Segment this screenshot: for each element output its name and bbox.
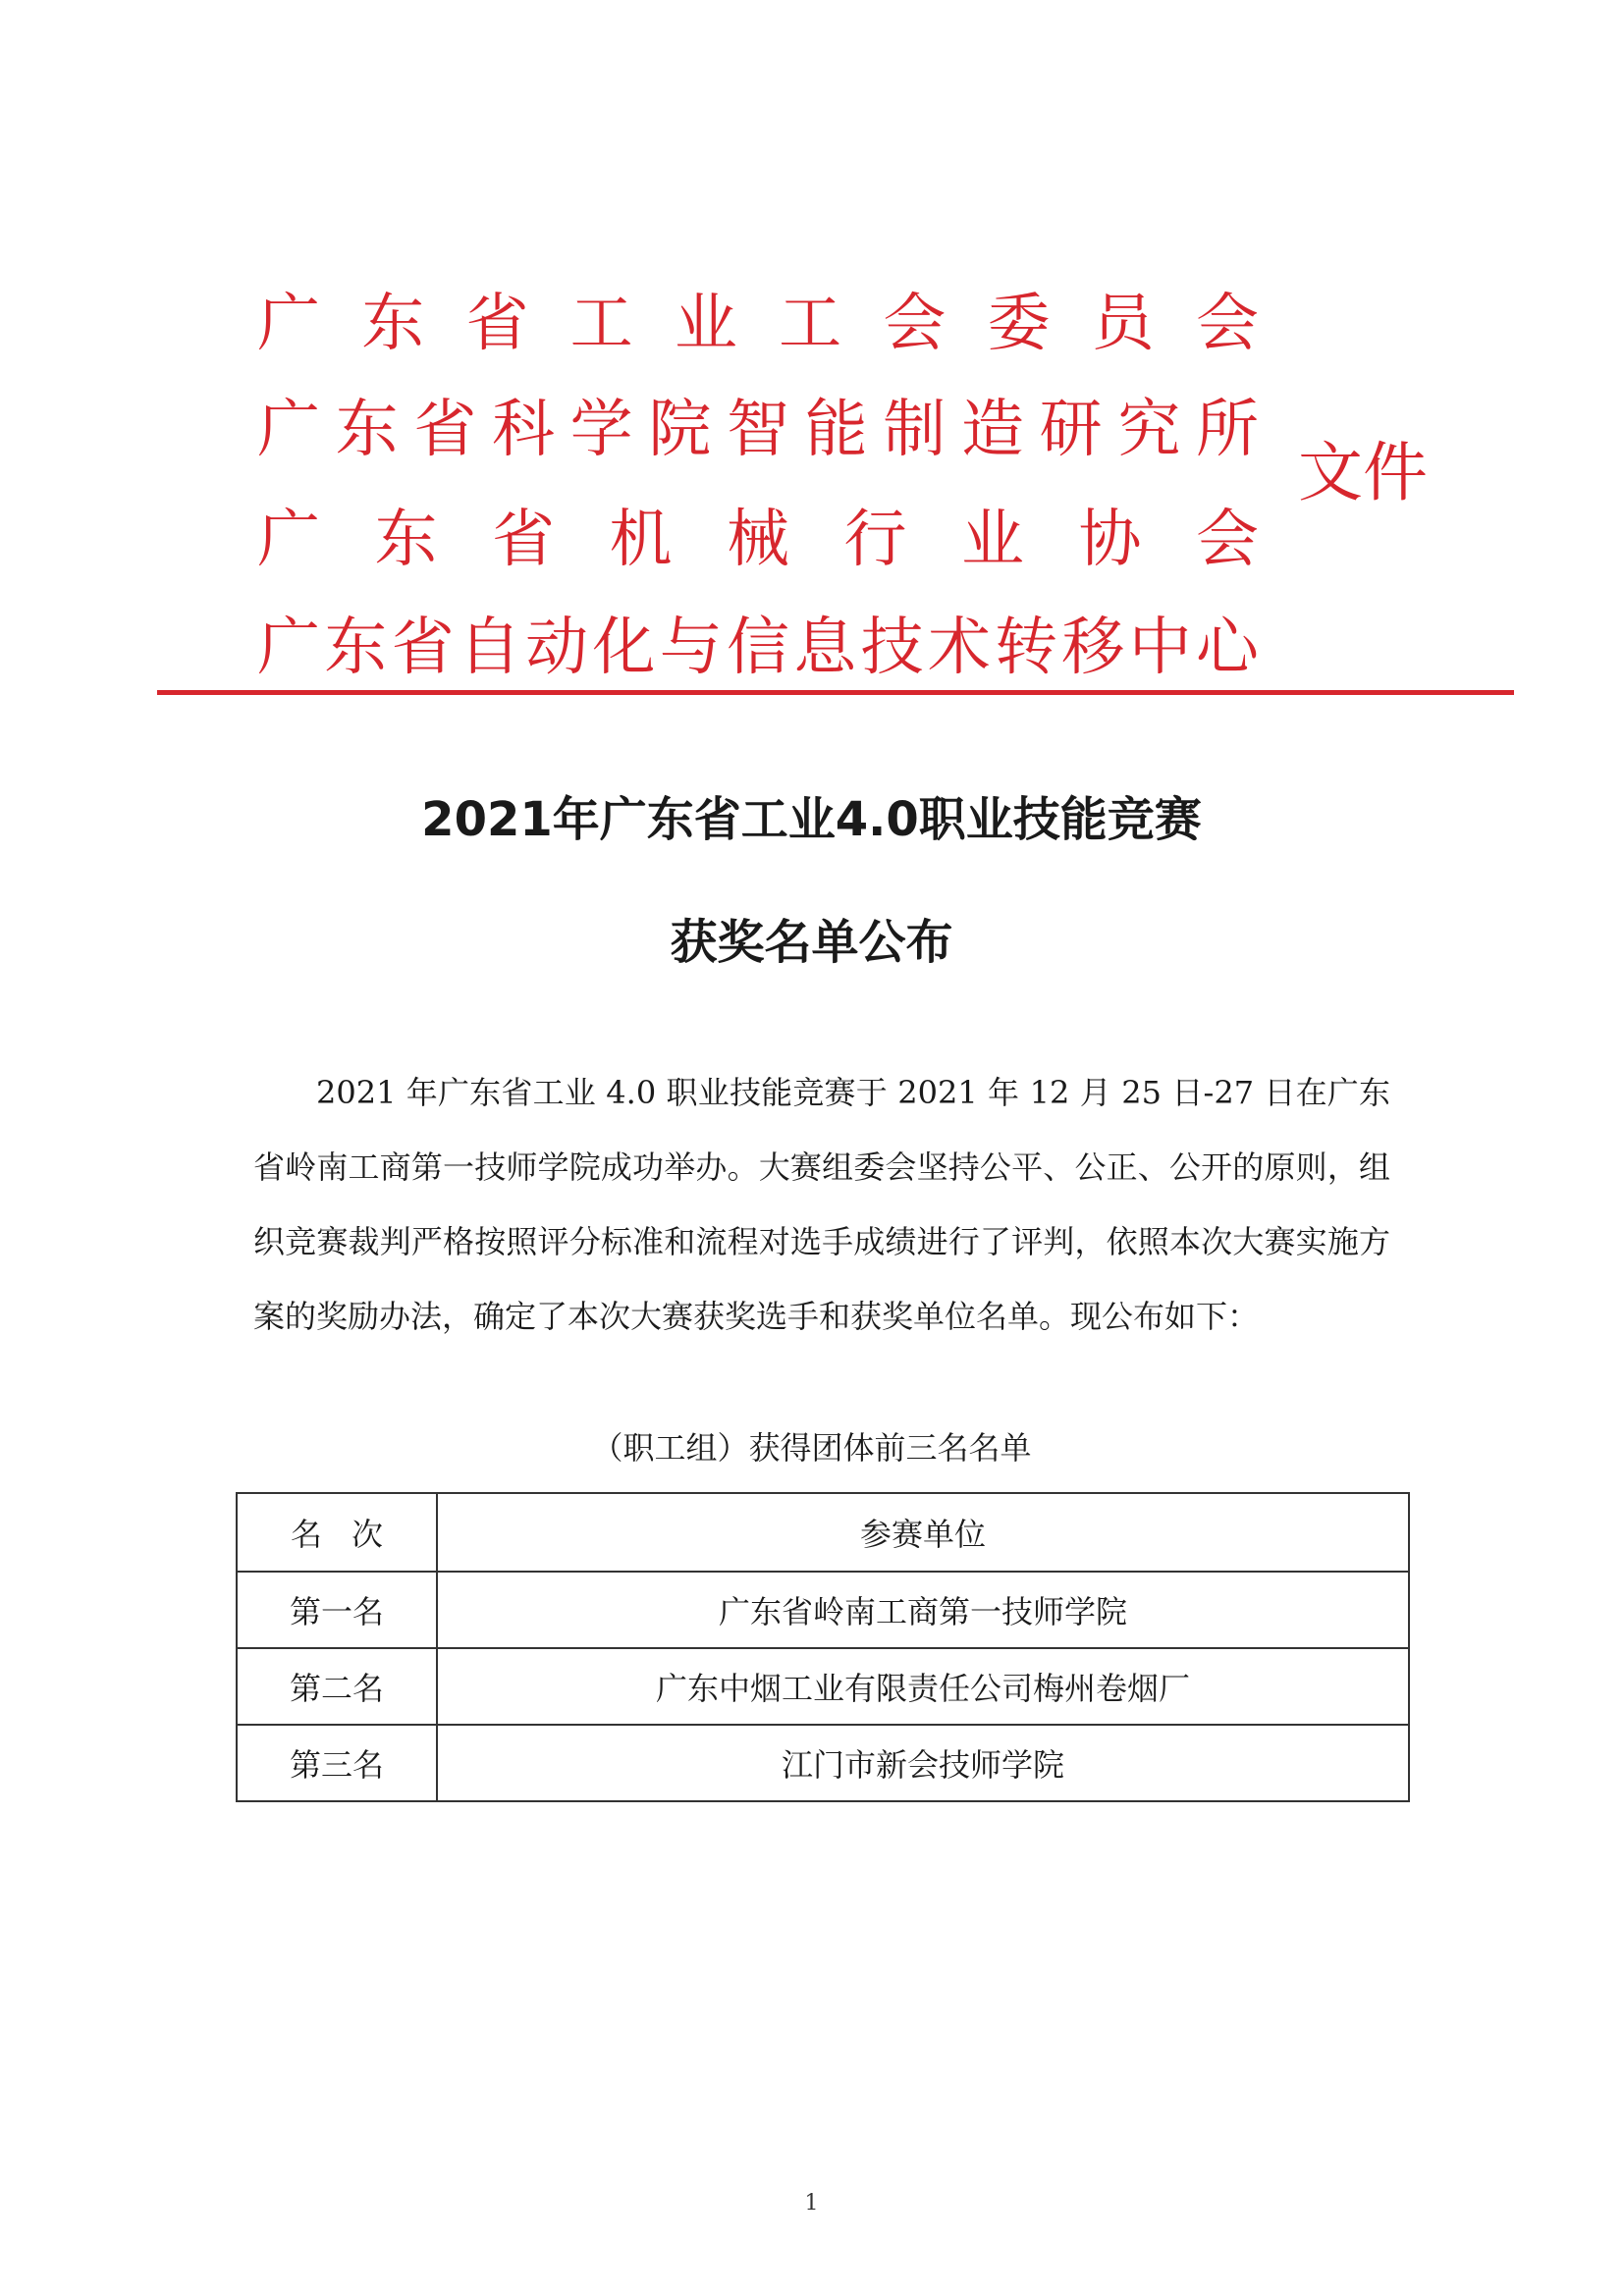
rank-cell: 第三名 xyxy=(237,1725,437,1801)
document-word: 文件 xyxy=(1298,435,1428,510)
header-cell-rank: 名次 xyxy=(237,1493,437,1572)
table-caption: （职工组）获得团体前三名名单 xyxy=(591,1429,1032,1467)
header-cell-unit: 参赛单位 xyxy=(437,1493,1409,1572)
red-header-rule xyxy=(157,690,1514,695)
award-table xyxy=(236,1492,1410,1802)
document-subtitle: 获奖名单公布 xyxy=(670,915,953,970)
rank-cell: 第一名 xyxy=(237,1572,437,1648)
issuer-line-1: 广东省工业工会委员会 xyxy=(257,288,1259,360)
issuer-line-2: 广东省科学院智能制造研究所 xyxy=(257,394,1259,466)
issuer-line-4: 广东省自动化与信息技术转移中心 xyxy=(257,612,1259,684)
rank-cell: 第二名 xyxy=(237,1648,437,1725)
table-row xyxy=(237,1725,1409,1801)
table-row xyxy=(237,1572,1409,1648)
issuer-line-3: 广东省机械行业协会 xyxy=(257,504,1259,576)
document-title: 2021年广东省工业4.0职业技能竞赛 xyxy=(421,792,1202,847)
unit-cell: 广东省岭南工商第一技师学院 xyxy=(437,1572,1409,1648)
unit-cell: 江门市新会技师学院 xyxy=(437,1725,1409,1801)
page-number: 1 xyxy=(804,2191,819,2216)
body-paragraph: 2021 年广东省工业 4.0 职业技能竞赛于 2021 年 12 月 25 日-27 日在广东省岭南工商第一技师学院成功举办。大赛组委会坚持公平、公正、公开的原则，组织竞赛裁判严格按照评分标准和流程对选手成绩进行了评判，依照本次大赛实施方案的奖励办法，确定了本次大赛获奖选手和获奖单位名单。现公布如下： xyxy=(253,1074,1390,1335)
table-header-row xyxy=(237,1493,1409,1572)
table-row xyxy=(237,1648,1409,1725)
unit-cell: 广东中烟工业有限责任公司梅州卷烟厂 xyxy=(437,1648,1409,1725)
